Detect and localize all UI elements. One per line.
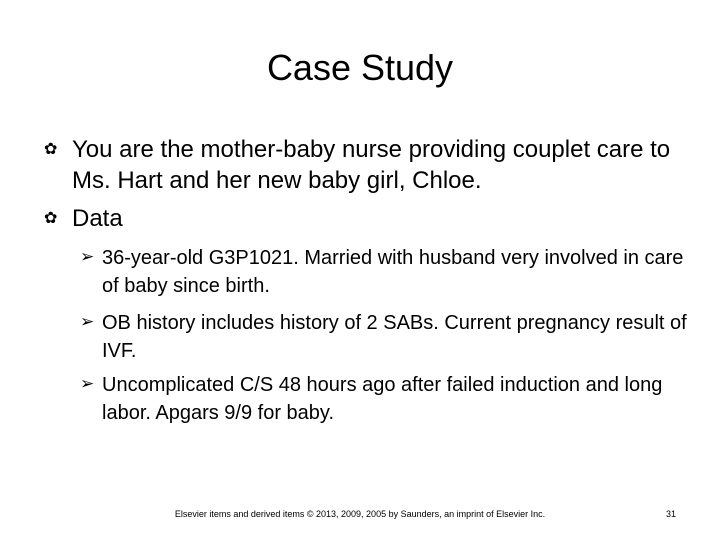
arrowhead-bullet-icon: ➢	[80, 374, 95, 393]
sub-bullet-text: 36-year-old G3P1021. Married with husband very involved in care of baby since birth.	[102, 247, 684, 297]
slide-title: Case Study	[266, 47, 454, 88]
flower-bullet-icon: ✿	[44, 210, 58, 227]
sub-bullet-text: OB history includes history of 2 SABs. Current pregnancy result of IVF.	[102, 312, 687, 362]
bullet-text: You are the mother-baby nurse providing couplet care to Ms. Hart and her new baby girl, Chloe.	[72, 136, 671, 194]
sub-bullet-text: Uncomplicated C/S 48 hours ago after failed induction and long labor. Apgars 9/9 for baby.	[102, 374, 663, 424]
bullet-text: Data	[72, 205, 123, 232]
flower-bullet-icon: ✿	[44, 141, 58, 158]
arrowhead-bullet-icon: ➢	[80, 312, 95, 331]
copyright-footer: Elsevier items and derived items © 2013, 2009, 2005 by Saunders, an imprint of Elsevier Inc.	[174, 509, 546, 519]
arrowhead-bullet-icon: ➢	[80, 247, 95, 266]
page-number: 31	[665, 509, 676, 519]
